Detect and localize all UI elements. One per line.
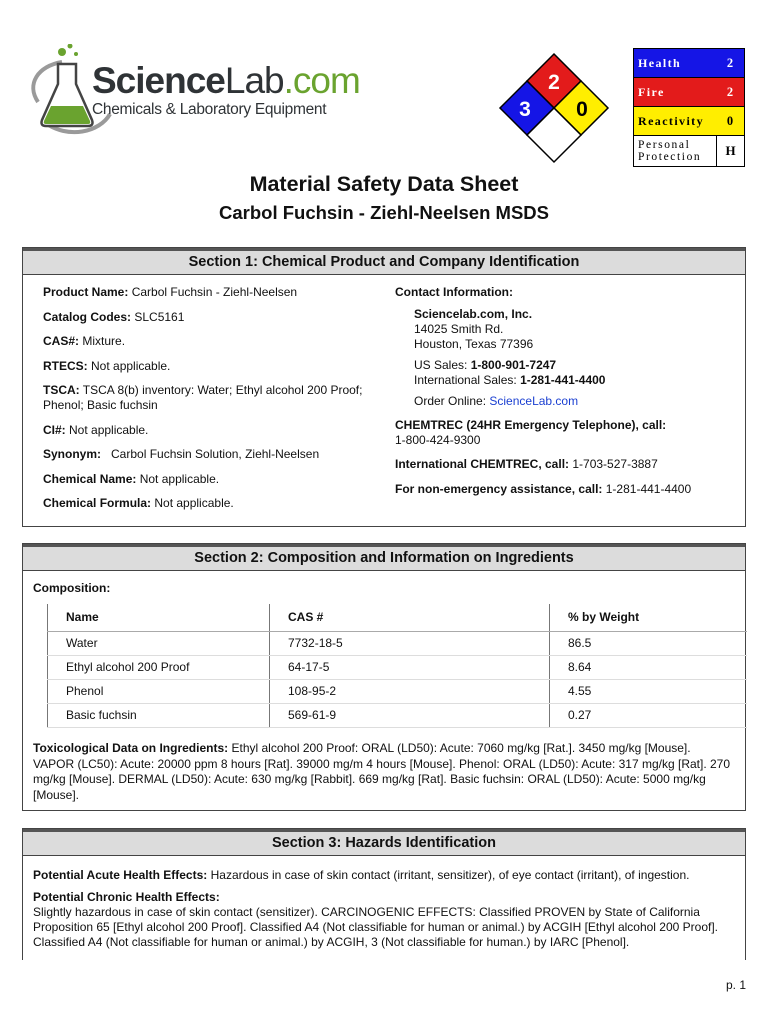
- contact-label: Contact Information:: [395, 285, 513, 299]
- hmis-reactivity-row: Reactivity 0: [634, 107, 744, 136]
- field-synonym: Synonym: Carbol Fuchsin Solution, Ziehl-Neelsen: [43, 447, 320, 461]
- hmis-health-row: Health 2: [634, 49, 744, 78]
- section-3: [22, 828, 746, 960]
- table-row: Ethyl alcohol 200 Proof 64-17-5 8.64: [48, 656, 748, 680]
- chemtrec: CHEMTREC (24HR Emergency Telephone), call: 1-800-424-9300: [395, 417, 667, 447]
- section-2: [22, 543, 746, 811]
- table-row: Water 7732-18-5 86.5: [48, 632, 748, 656]
- chronic-health-effects: Potential Chronic Health Effects: Slightly hazardous in case of skin contact (sensitizer). CARCINOGENIC EFFECTS: Classified PROVEN by State of California Proposition 65 [Ethyl alcohol 200 Proof]. Classified A4 (Not classifiable for human or animal.) by ACGIH [Ethyl alcohol 200 Proof]. Classified A4 (Not classifiable for human or animal.) by ACGIH, 3 (Not classifiable for human.) by IARC [Phenol].: [33, 890, 719, 949]
- acute-health-effects: Potential Acute Health Effects: Hazardous in case of skin contact (irritant, sensitizer), of eye contact (irritant), of ingestion.: [33, 868, 690, 882]
- company-name: Sciencelab.com, Inc.: [414, 306, 533, 321]
- table-row: Basic fuchsin 569-61-9 0.27: [48, 704, 748, 728]
- composition-label: Composition:: [33, 581, 111, 595]
- us-sales: US Sales: 1-800-901-7247: [414, 357, 557, 372]
- field-rtecs: RTECS: Not applicable.: [43, 358, 171, 373]
- field-cas: CAS#: Mixture.: [43, 334, 126, 348]
- nfpa-health-value: 3: [519, 98, 531, 121]
- document-subtitle: Carbol Fuchsin - Ziehl-Neelsen MSDS: [219, 202, 549, 223]
- section-1: [22, 247, 746, 527]
- section-2-heading: Section 2: Composition and Information on Ingredients: [23, 544, 745, 571]
- intl-sales: International Sales: 1-281-441-4400: [414, 372, 606, 387]
- field-chemical-name: Chemical Name: Not applicable.: [43, 471, 220, 486]
- brand-name-com: .com: [283, 60, 360, 101]
- composition-table: [47, 604, 747, 728]
- contact-info-column: [395, 285, 735, 506]
- nfpa-fire-value: 2: [548, 71, 560, 94]
- brand-name-lab: Lab: [224, 60, 284, 101]
- non-emergency: For non-emergency assistance, call: 1-281-441-4400: [395, 481, 692, 496]
- table-header-row: Name CAS # % by Weight: [48, 604, 748, 632]
- section-3-heading: Section 3: Hazards Identification: [23, 829, 745, 856]
- section-1-heading: Section 1: Chemical Product and Company Identification: [23, 248, 745, 275]
- nfpa-reactivity-value: 0: [576, 98, 588, 121]
- hmis-fire-row: Fire 2: [634, 78, 744, 107]
- product-info-column: [43, 285, 373, 521]
- intl-chemtrec: International CHEMTREC, call: 1-703-527-3887: [395, 457, 658, 471]
- field-chemical-formula: Chemical Formula: Not applicable.: [43, 496, 234, 510]
- field-tsca: TSCA: TSCA 8(b) inventory: Water; Ethyl alcohol 200 Proof; Phenol; Basic fuchsin: [43, 383, 363, 412]
- page-number: p. 1: [725, 978, 746, 992]
- address-line-1: 14025 Smith Rd.: [414, 321, 504, 336]
- hmis-protection-row: Personal Protection H: [634, 136, 744, 166]
- order-online: Order Online: ScienceLab.com: [414, 393, 579, 408]
- toxicological-data: Toxicological Data on Ingredients: Ethyl alcohol 200 Proof: ORAL (LD50): Acute: 7060 mg/kg [Rat.]. 3450 mg/kg [Mouse]. VAPOR (LC50): Acute: 20000 ppm 8 hours [Rat]. 39000 mg/m 4 hours [Mouse]. Phenol: ORAL (LD50): Acute: 317 mg/kg [Rat]. 270 mg/kg [Mouse]. DERMAL (LD50): Acute: 630 mg/kg [Rabbit]. 669 mg/kg [Rat]. Basic fuchsin: ORAL (LD50): Acute: 5000 mg/kg [Mouse].: [33, 741, 731, 802]
- order-online-link[interactable]: ScienceLab.com: [489, 393, 579, 408]
- hmis-rating-table: [633, 48, 745, 167]
- brand-name-science: Science: [92, 60, 225, 101]
- address-line-2: Houston, Texas 77396: [414, 336, 534, 351]
- field-product-name: Product Name: Carbol Fuchsin - Ziehl-Neelsen: [43, 285, 298, 299]
- field-ci: CI#: Not applicable.: [43, 422, 149, 437]
- table-row: Phenol 108-95-2 4.55: [48, 680, 748, 704]
- document-title: Material Safety Data Sheet: [249, 172, 519, 196]
- brand-tagline: Chemicals & Laboratory Equipment: [92, 101, 327, 118]
- field-catalog-codes: Catalog Codes: SLC5161: [43, 309, 185, 324]
- brand-wordmark: [92, 62, 360, 119]
- nfpa-diamond-icon: [498, 52, 610, 164]
